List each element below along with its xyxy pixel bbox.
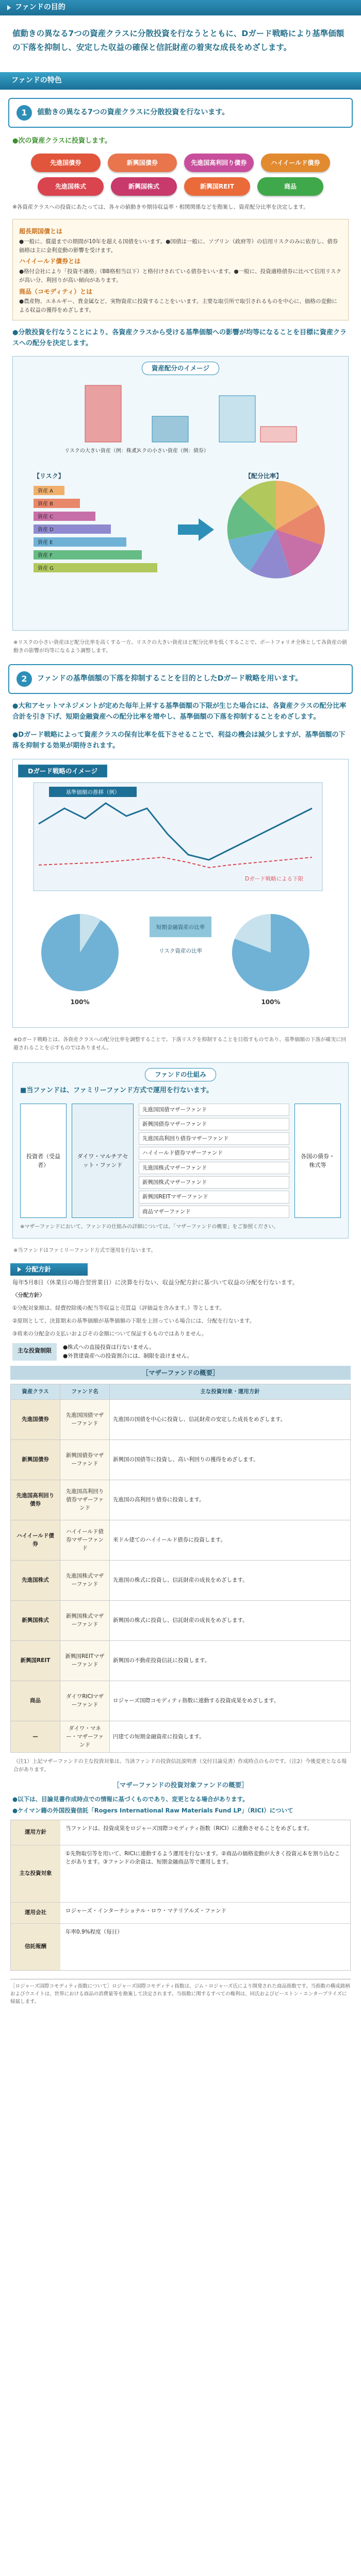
col-header: ファンド名 (60, 1384, 110, 1399)
cell: ダイワ・マネー・マザーファンド (60, 1721, 110, 1753)
point-2-title: ファンドの基準価額の下落を抑制することを目的としたDガード戦略を用います。 (37, 674, 303, 683)
ric-table (10, 1820, 351, 1971)
ric-value: 年率0.9%程度（毎日） (65, 1928, 123, 1935)
risk-bar-label: 資産 D (38, 527, 54, 533)
scheme-flow (18, 1100, 343, 1221)
distribution-lead: 毎年5月8日（休業日の場合翌営業日）に決算を行ない、収益分配方針に基づいて収益の分配を行ないます。 (12, 1278, 299, 1286)
cell: 先進国国債マザーファンド (60, 1399, 110, 1439)
legend-floor: Dガード戦略による下限 (245, 875, 304, 882)
cell: 先進国株式マザーファンド (60, 1560, 110, 1600)
risk-bar-label: 資産 B (38, 501, 54, 507)
low-label: リスク資産の比率 (159, 947, 202, 954)
ric-sub: ●ケイマン籍の外国投資信託「Rogers International Raw Materials Fund LP」（RICI）について (12, 1807, 293, 1815)
limits-list (63, 1343, 192, 1361)
features-heading: ファンドの特色 (11, 76, 62, 85)
cell: — (11, 1721, 60, 1753)
point-number-badge: 1 (17, 105, 32, 121)
mother-fund-item: 新興国債券マザーファンド (139, 1118, 289, 1130)
cell: 先進国高利回り債券 (11, 1480, 60, 1520)
risk-bar-label: 資産 C (38, 514, 54, 520)
dguard-bullet-1: ●大和アセットマネジメントが定めた毎年上昇する基準価額の下限が生じた場合には、各資産クラスの配分比率合計を引き下げ、短期金融資産への配分比率を増やし、基準価額の下落を抑制することをめざします。 (12, 702, 347, 721)
pie-left-label: 100% (70, 998, 90, 1006)
limit-item: ●外貨建資産への投資割合には、制限を設けません。 (63, 1353, 193, 1360)
asset-chip: 新興国株式 (111, 177, 177, 196)
ric-lead: ●以下は、目論見書作成時点での情報に基づくものであり、変更となる場合があります。 (12, 1795, 249, 1803)
point-2-header (8, 664, 353, 694)
pie-right-label: 100% (261, 998, 281, 1006)
risk-bars (34, 486, 157, 572)
table-row (11, 1399, 351, 1439)
pie-left (41, 914, 119, 991)
distribution-heading: 分配方針 (25, 1265, 52, 1274)
definition-heading: 超長期国債とは (19, 228, 63, 235)
dguard-figure-title: Dガード戦略のイメージ (18, 765, 107, 777)
mother-fund-item: ハイイールド債券マザーファンド (139, 1147, 289, 1159)
point-1-header (8, 98, 353, 128)
limits-title: 主な投資制限 (12, 1343, 57, 1361)
scheme-caution: ※当ファンドはファミリーファンド方式で運用を行ないます。 (13, 1248, 156, 1254)
definition-text: ●一般に、償還までの期間が10年を超える国債をいいます。●国債は一般に、ソブリン（政府等）の信用リスクのみに依存し、債券価格は主に金利変動の影響を受けます。 (19, 238, 338, 253)
cell: 新興国の国債等に投資し、高い利回りの獲得をめざします。 (110, 1439, 351, 1480)
market-box: 各国の債券・株式等 (294, 1104, 341, 1218)
cell: 新興国債券 (11, 1439, 60, 1480)
ric-title: ［マザーファンドの投資対象ファンドの概要］ (113, 1781, 248, 1789)
risk-label: 【リスク】 (34, 472, 64, 480)
cell: 新興国の株式に投資し、信託財産の成長をめざします。 (110, 1600, 351, 1640)
mother-fund-item: 新興国株式マザーファンド (139, 1176, 289, 1189)
table-row (11, 1560, 351, 1600)
mother-list (139, 1104, 289, 1218)
table-row (11, 1439, 351, 1480)
dguard-diagram (18, 777, 342, 1020)
mother-overview-table (10, 1384, 351, 1753)
distribution-heading-bar (10, 1263, 88, 1276)
table-row (11, 1520, 351, 1560)
cell: 先進国債券 (11, 1399, 60, 1439)
dguard-figure (12, 759, 349, 1028)
cell: 新興国株式 (11, 1600, 60, 1640)
scheme-title: ファンドの仕組み (145, 1068, 216, 1081)
asset-chip: 先進国債券 (31, 154, 101, 172)
cell: 先進国の株式に投資し、信託財産の成長をめざします。 (110, 1560, 351, 1600)
mother-fund-item: 先進国国債マザーファンド (139, 1104, 289, 1116)
asset-chip: 先進国高利回り債券 (184, 154, 254, 172)
cell: ハイイールド債券マザーファンド (60, 1520, 110, 1560)
allocation-note: ※リスクの小さい資産ほど配分比率を高くする一方、リスクの大きい資産ほど配分比率を低くすることで、ポートフォリオ全体として各資産の値動きの影響が均等になるよう調整します。 (13, 640, 347, 654)
allocation-figure (12, 356, 349, 631)
table-row (11, 1820, 350, 1845)
distribution-item: ③将来の分配金の支払いおよびその金額について保証するものではありません。 (12, 1330, 207, 1337)
asset-chip: 新興国債券 (108, 154, 177, 172)
distribution-subtitle: 〈分配方針〉 (12, 1292, 45, 1299)
cell: 先進国の高利回り債券に投資します。 (110, 1480, 351, 1520)
point-1-title: 値動きの異なる7つの資産クラスに分散投資を行ないます。 (37, 108, 229, 117)
features-heading-bar (0, 72, 361, 90)
diversification-bullet: ●分散投資を行なうことにより、各資産クラスから受ける基準価額への影響が均等になることを目標に資産クラスへの配分を決定します。 (12, 328, 347, 347)
investors-box: 投資者（受益者） (20, 1104, 67, 1218)
ric-key: 信託報酬 (11, 1924, 60, 1970)
allocation-pie (227, 481, 325, 579)
mother-fund-item: 先進国高利回り債券マザーファンド (139, 1132, 289, 1145)
table-row (11, 1845, 350, 1903)
table-row (11, 1924, 350, 1970)
purpose-text: 値動きの異なる7つの資産クラスに分散投資を行なうとともに、Dガード戦略により基準価額の下落を抑制し、安定した収益の確保と信託財産の着実な成長をめざします。 (12, 29, 344, 53)
cell: 商品 (11, 1681, 60, 1721)
asset-class-bullet: ●次の資産クラスに投資します。 (12, 137, 111, 145)
asset-note: ※各資産クラスへの投資にあたっては、各々の値動きや期待収益率・相関関係などを勘案し、資産配分比率を決定します。 (12, 204, 309, 211)
definition-text: ●格付会社により「投資不適格」（BB格相当以下）と格付けされている債券をいいます。●一般に、投資適格債券に比べて信用リスクが高い分、利回りが高い傾向があります。 (19, 268, 341, 283)
risk-bar-low (152, 416, 188, 442)
table-row (11, 1600, 351, 1640)
cell: 先進国の国債を中心に投資し、信託財産の安定した成長をめざします。 (110, 1399, 351, 1439)
asset-grid (0, 150, 361, 177)
asset-chip: ハイイールド債券 (261, 154, 331, 172)
table-row (11, 1681, 351, 1721)
allocation-figure-title: 資産配分のイメージ (142, 362, 219, 375)
table-row (11, 1640, 351, 1681)
cell: 新興国の不動産投資信託に投資します。 (110, 1640, 351, 1681)
pie-right (232, 914, 309, 991)
cell: 円建ての短期金融資産に投資します。 (110, 1721, 351, 1753)
limit-item: ●株式への直接投資は行ないません。 (63, 1344, 155, 1351)
mother-fund-item: 新興国REITマザーファンド (139, 1191, 289, 1203)
alloc-label: 【配分比率】 (245, 472, 283, 480)
definition-heading: 商品（コモディティ）とは (19, 287, 93, 295)
arrow-icon (178, 518, 214, 541)
cell: ハイイールド債券 (11, 1520, 60, 1560)
distribution-item: ①分配対象額は、経費控除後の配当等収益と売買益（評価益を含みます。）等とします。 (12, 1304, 225, 1311)
ric-key: 運用方針 (11, 1820, 60, 1845)
scheme-section (12, 1062, 349, 1239)
cell: ロジャーズ国際コモディティ指数に連動する投資成果をめざします。 (110, 1681, 351, 1721)
scheme-bullet: ■当ファンドは、ファミリーファンド方式で運用を行ないます。 (20, 1086, 213, 1094)
ric-key: 運用会社 (11, 1903, 60, 1923)
alloc-bar-high (219, 396, 255, 442)
risk-bar-label: 資産 E (38, 539, 53, 546)
fund-box: ダイワ・マルチアセット・ファンド (72, 1104, 134, 1218)
dguard-bullet-2: ●Dガード戦略によって資産クラスの保有比率を低下させることで、利益の機会は減少しますが、基準価額の下落を抑制する効果が期待されます。 (12, 731, 346, 750)
footer-note: ［ロジャーズ国際コモディティ指数について］ロジャーズ国際コモディティ指数は、ジム・ロジャーズ氏により開発された商品指数です。当指数の構成銘柄およびウエイトは、世界における商品の消費量等を勘案して決定されます。当指数に関するすべての権利は、同氏およびビーストン・エンタープライズに帰属します。 (10, 1979, 351, 2006)
alloc-bar-low (260, 427, 297, 442)
limits-row (12, 1343, 349, 1361)
cell: 新興国REITマザーファンド (60, 1640, 110, 1681)
triangle-icon (18, 1267, 21, 1272)
mother-overview-notes: （注1）上記マザーファンドの主な投資対象は、当該ファンドの投資信託説明書（交付目論見書）作成時点のものです。（注2）今後変更となる場合があります。 (13, 1759, 347, 1773)
definition-heading: ハイイールド債券とは (19, 258, 81, 265)
cell: 新興国債券マザーファンド (60, 1439, 110, 1480)
definition-text: ●農産物、エネルギー、貴金属など、実物資産に投資することをいいます。主要な取引所で取引されるものを中心に、価格の変動による収益の獲得をめざします。 (19, 298, 337, 313)
ric-value: 当ファンドは、投資成果をロジャーズ国際コモディティ指数（RICI）に連動させることをめざします。 (65, 1825, 313, 1832)
table-row (11, 1903, 350, 1924)
point-number-badge: 2 (17, 671, 32, 687)
cell: 先進国株式 (11, 1560, 60, 1600)
asset-chip: 先進国株式 (38, 177, 104, 196)
fig-right-caption: リスクの小さい資産（例：債券） (132, 448, 209, 454)
guard-label: 短期金融資産の比率 (156, 924, 205, 930)
col-header: 主な投資対象・運用方針 (110, 1384, 351, 1399)
mother-fund-item: 商品マザーファンド (139, 1206, 289, 1218)
cell: 新興国REIT (11, 1640, 60, 1681)
ric-value: ①先物取引等を用いて、RICIに連動するよう運用を行ないます。②商品の価格変動が大きく投資元本を割り込むことがあります。③ファンドの余資は、短期金融商品等で運用します。 (65, 1850, 340, 1866)
risk-bar-label: 資産 A (38, 488, 54, 494)
legend-nav: 基準価額の推移（例） (65, 789, 120, 795)
chart-area (34, 783, 322, 891)
ric-value: ロジャーズ・インターナショナル・ロウ・マテリアルズ・ファンド (65, 1907, 226, 1914)
risk-bar-high (85, 385, 121, 442)
cell: 米ドル建てのハイイールド債券に投資します。 (110, 1520, 351, 1560)
ric-key: 主な投資対象 (11, 1845, 60, 1902)
triangle-icon (7, 5, 11, 10)
purpose-heading-bar (0, 0, 361, 15)
cell: 先進国高利回り債券マザーファンド (60, 1480, 110, 1520)
mother-overview-title: ［マザーファンドの概要］ (10, 1366, 351, 1380)
purpose-heading: ファンドの目的 (15, 3, 65, 12)
purpose-section (0, 15, 361, 69)
risk-bar-label: 資産 F (38, 552, 53, 558)
table-row (11, 1721, 351, 1753)
asset-grid-row2 (0, 177, 361, 201)
cell: ダイワRICIマザーファンド (60, 1681, 110, 1721)
dguard-note: ※Dガード戦略とは、各資産クラスへの配分比率を調整することで、下落リスクを抑制することを目指すものであり、基準価額の下落が確実に回避されることを示すものではありません。 (13, 1037, 347, 1051)
col-header: 資産クラス (11, 1384, 60, 1399)
risk-bar-label: 資産 G (38, 565, 54, 571)
mother-fund-item: 先進国株式マザーファンド (139, 1162, 289, 1174)
asset-chip: 商品 (257, 177, 323, 196)
cell: 新興国株式マザーファンド (60, 1600, 110, 1640)
scheme-note: ※マザーファンドにおいて、ファンドの仕組みの詳細については、「マザーファンドの概要」をご参照ください。 (20, 1224, 279, 1230)
distribution-item: ②原則として、決算期末の基準価額が基準価額の下限を上回っている場合には、分配を行ないます。 (12, 1317, 255, 1324)
table-row (11, 1480, 351, 1520)
asset-chip: 新興国REIT (184, 177, 250, 196)
definitions-box (12, 219, 349, 320)
allocation-diagram (18, 375, 342, 622)
fig-left-caption: リスクの大きい資産（例：株式） (64, 448, 142, 454)
